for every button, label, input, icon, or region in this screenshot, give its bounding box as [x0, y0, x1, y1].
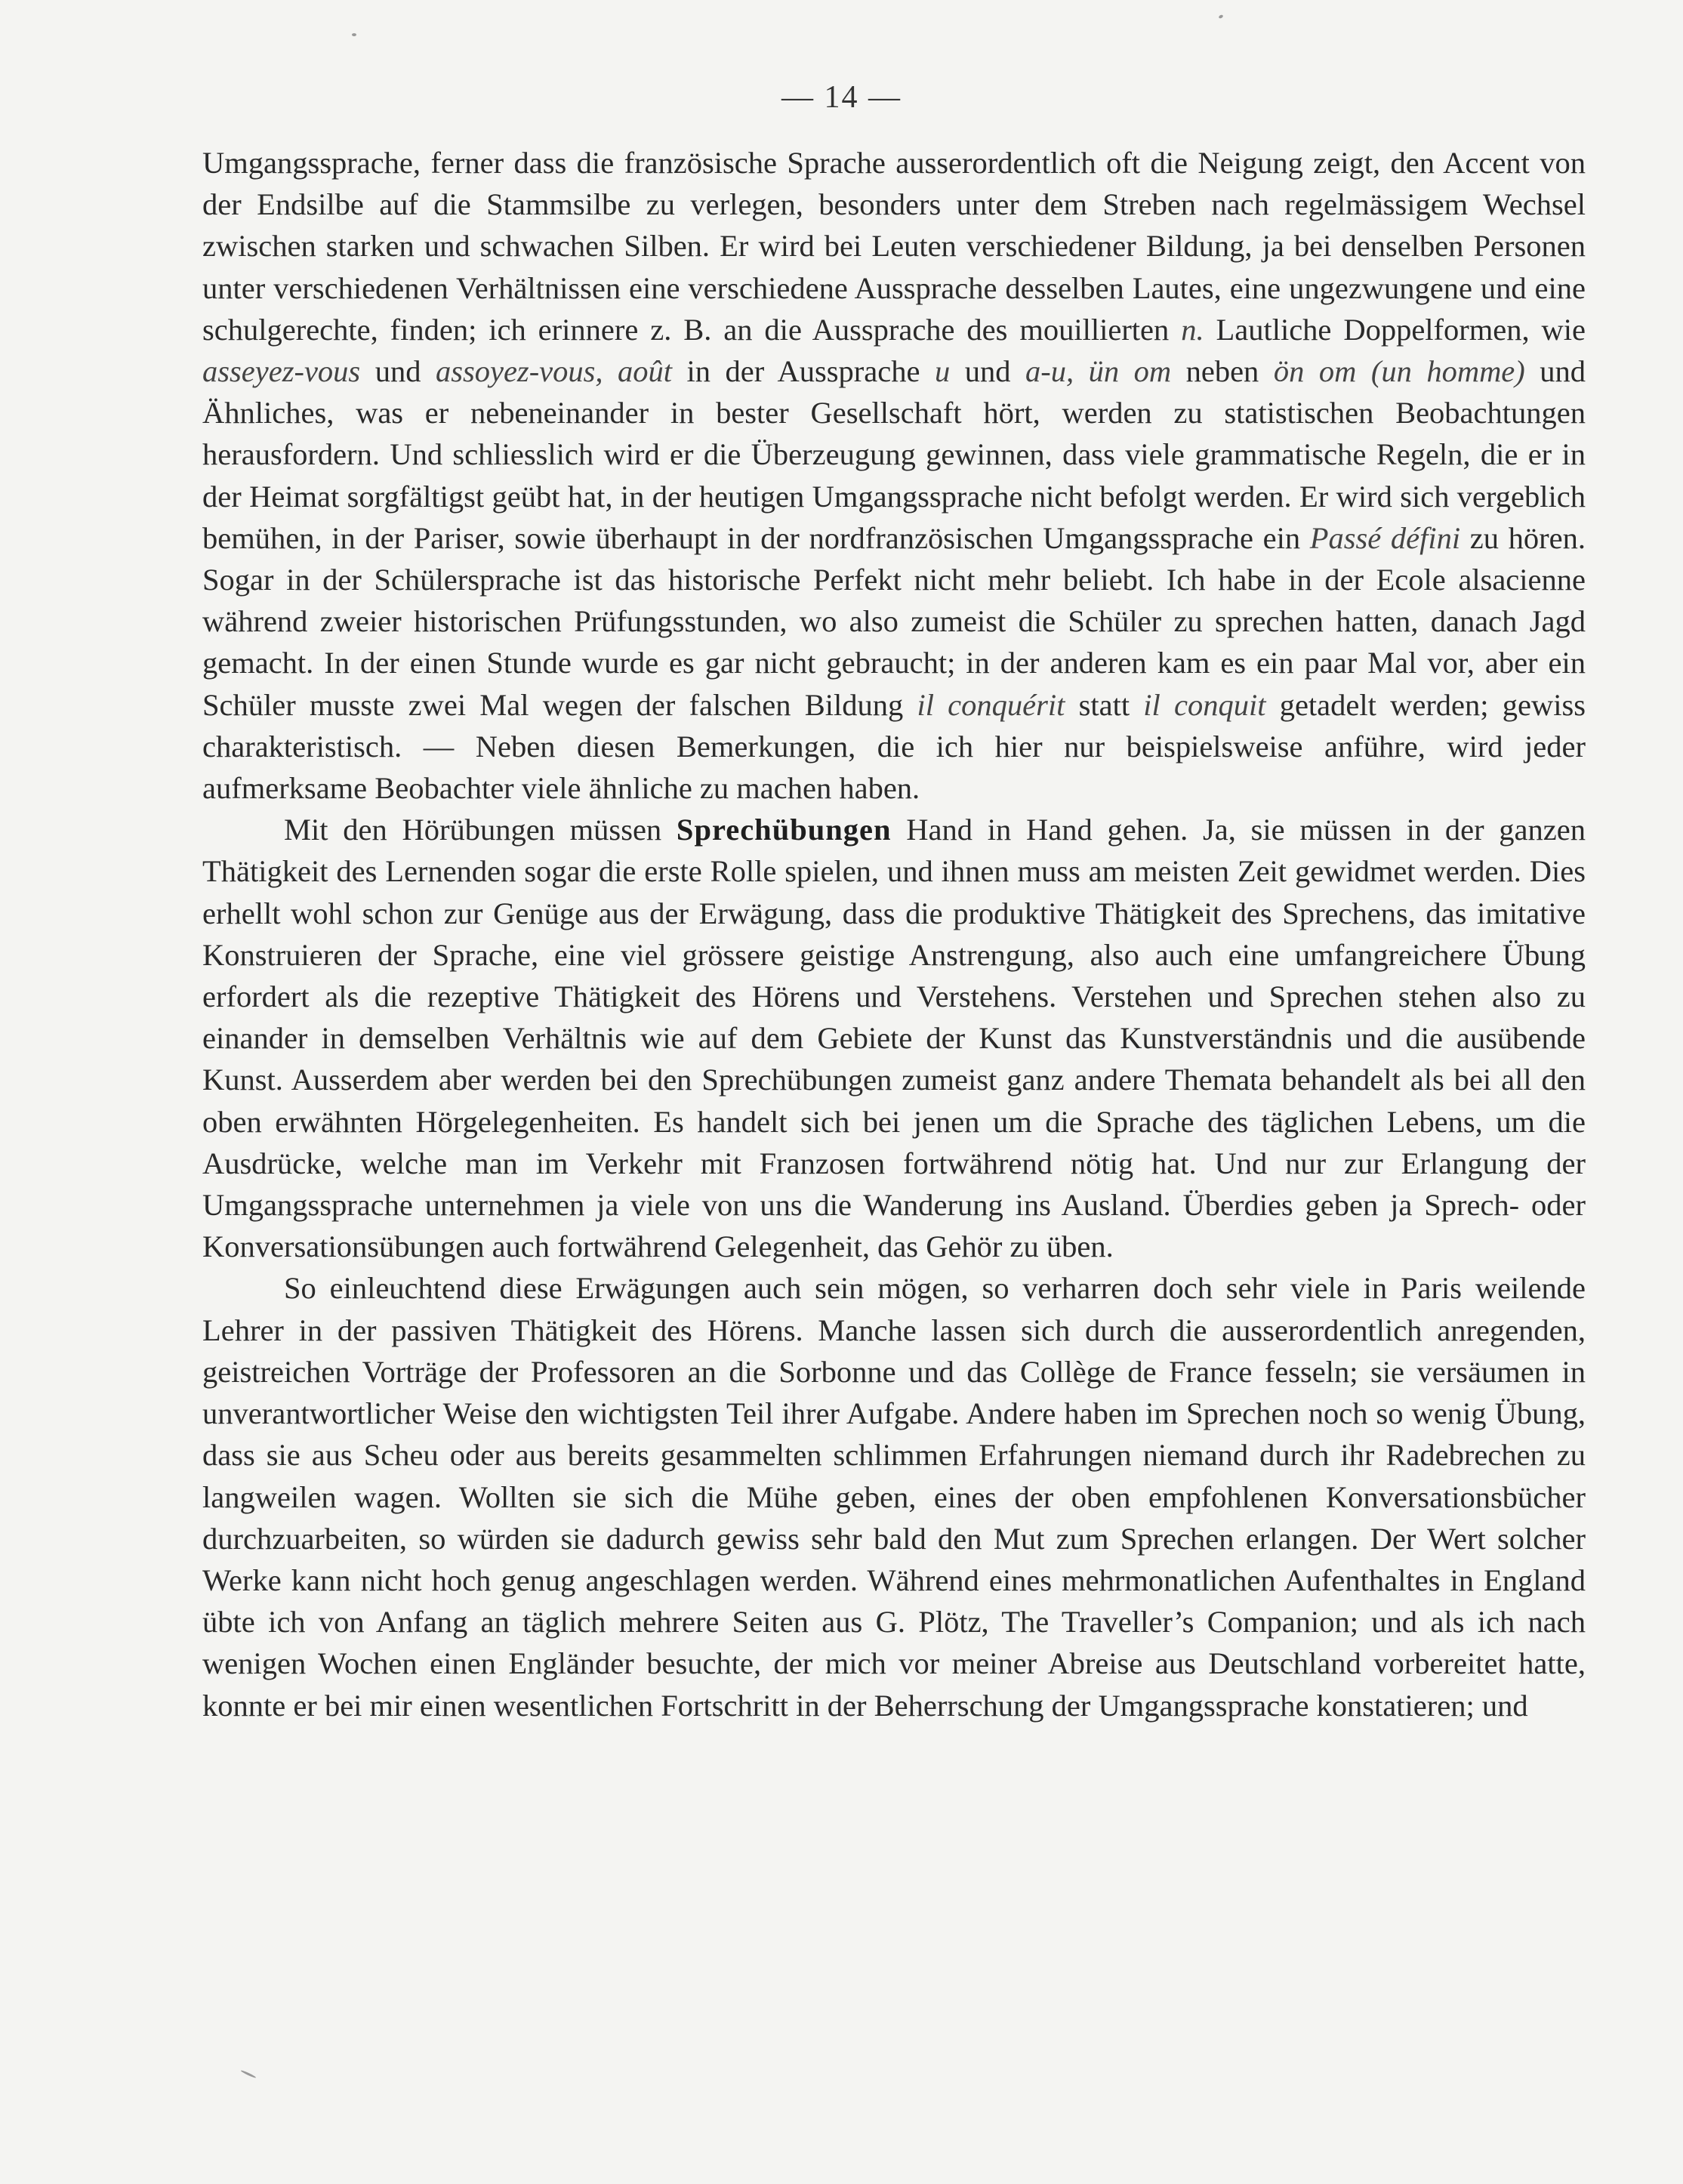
text-run: Lautliche Doppelformen, wie: [1204, 312, 1586, 347]
bold-term: Sprechübungen: [676, 813, 892, 847]
text-run: in der Aussprache: [672, 354, 935, 389]
italic-term: ön om (un homme): [1273, 354, 1525, 389]
italic-term: Passé défini: [1309, 520, 1461, 555]
paragraph-3: [202, 1267, 1586, 1726]
text-run: und: [360, 354, 436, 389]
text-run: So einleuchtend diese Erwägungen auch sein mögen, so verharren doch sehr viele in Paris weilende Lehrer in der passiven Thätigkeit des Hörens. Manche lassen sich durch die ausserordentlich anregenden, geistreichen Vorträge der Professoren an die Sorbonne und das Collège de France fesseln; sie versäumen in unverantwortlicher Weise den wichtigsten Teil ihrer Aufgabe. Andere haben im Sprechen noch so wenig Übung, dass sie aus Scheu oder aus bereits gesammelten schlimmen Erfahrungen niemand durch ihr Radebrechen zu langweilen wagen. Wollten sie sich die Mühe geben, eines der oben empfohlenen Konversationsbücher durchzuarbeiten, so würden sie dadurch gewiss sehr bald den Mut zum Sprechen erlangen. Der Wert solcher Werke kann nicht hoch genug angeschlagen werden. Während eines mehrmonatlichen Aufenthaltes in England übte ich von Anfang an täglich mehrere Seiten aus G. Plötz, The Traveller’s Companion; und als ich nach wenigen Wochen einen Engländer besuchte, der mich vor meiner Abreise aus Deutschland vorbereitet hatte, konnte er bei mir einen wesentlichen Fortschritt in der Beherrschung der Umgangssprache konstatieren; und: [202, 1271, 1586, 1723]
italic-term: n.: [1181, 312, 1204, 347]
paragraph-2: [202, 809, 1586, 1267]
text-run: statt: [1065, 687, 1144, 722]
text-run: und Ähnliches, was er nebeneinander in bester Gesellschaft hört, werden zu statistischen Beobachtungen herausfordern. Und schliesslich wird er die Überzeugung gewinnen, dass viele grammatische Regeln, die er in der Heimat sorgfältigst geübt hat, in der heutigen Umgangssprache nicht befolgt werden. Er wird sich vergeblich bemühen, in der Pariser, sowie überhaupt in der nordfranzösischen Umgangssprache ein: [202, 354, 1586, 555]
text-run: Mit den Hörübungen müssen: [284, 813, 677, 847]
text-run: neben: [1171, 354, 1274, 389]
text-run: Umgangssprache, ferner dass die französische Sprache ausserordentlich oft die Neigung zeigt, den Accent von der Endsilbe auf die Stammsilbe zu verlegen, besonders unter dem Streben nach regelmässigem Wechsel zwischen starken und schwachen Silben. Er wird bei Leuten verschiedener Bildung, ja bei denselben Personen unter verschiedenen Verhältnissen eine verschiedene Aussprache desselben Lautes, eine ungezwungene und eine schulgerechte, finden; ich erinnere z. B. an die Aussprache des mouillierten: [202, 146, 1586, 347]
text-run: Hand in Hand gehen. Ja, sie müssen in der ganzen Thätigkeit des Lernenden sogar die erste Rolle spielen, und ihnen muss am meisten Zeit gewidmet werden. Dies erhellt wohl schon zur Genüge aus der Erwägung, dass die produktive Thätigkeit des Sprechens, das imitative Konstruieren der Sprache, eine viel grössere geistige Anstrengung, also auch eine umfangreichere Übung erfordert als die rezeptive Thätigkeit des Hörens und Verstehens. Verstehen und Sprechen stehen also zu einander in demselben Verhältnis wie auf dem Gebiete der Kunst das Kunstverständnis und die ausübende Kunst. Ausserdem aber werden bei den Sprechübungen zumeist ganz andere Themata behandelt als bei all den oben erwähnten Hörgelegenheiten. Es handelt sich bei jenen um die Sprache des täglichen Lebens, um die Ausdrücke, welche man im Verkehr mit Franzosen fortwährend nötig hat. Und nur zur Erlangung der Umgangssprache unternehmen ja viele von uns die Wanderung ins Ausland. Überdies geben ja Sprech- oder Konversationsübungen auch fortwährend Gelegenheit, das Gehör zu üben.: [202, 813, 1586, 1264]
text-run: getadelt werden; gewiss charakteristisch. — Neben diesen Bemerkungen, die ich hier nur beispielsweise anführe, wird jeder aufmerksame Beobachter viele ähnliche zu machen haben.: [202, 687, 1586, 806]
italic-term: asseyez-vous: [202, 354, 361, 389]
italic-term: a-u, ün om: [1025, 354, 1172, 389]
text-run: zu hören. Sogar in der Schülersprache ist das historische Perfekt nicht mehr beliebt. Ich habe in der Ecole alsacienne während zweier historischen Prüfungsstunden, wo also zumeist die Schüler zu sprechen hatten, danach Jagd gemacht. In der einen Stunde wurde es gar nicht gebraucht; in der anderen kam es ein paar Mal vor, aber ein Schüler musste zwei Mal wegen der falschen Bildung: [202, 520, 1586, 722]
paragraph-1: [202, 142, 1586, 809]
italic-term: assoyez-vous, août: [435, 354, 673, 389]
page-number: — 14 —: [781, 80, 902, 115]
text-run: und: [950, 354, 1025, 389]
scan-speck: [1218, 14, 1223, 19]
italic-term: il conquit: [1143, 687, 1266, 722]
scan-speck: [352, 33, 356, 36]
italic-term: il conquérit: [917, 687, 1065, 722]
body-text: [202, 142, 1586, 1726]
scan-speck: [240, 2069, 256, 2078]
italic-term: u: [934, 354, 951, 389]
